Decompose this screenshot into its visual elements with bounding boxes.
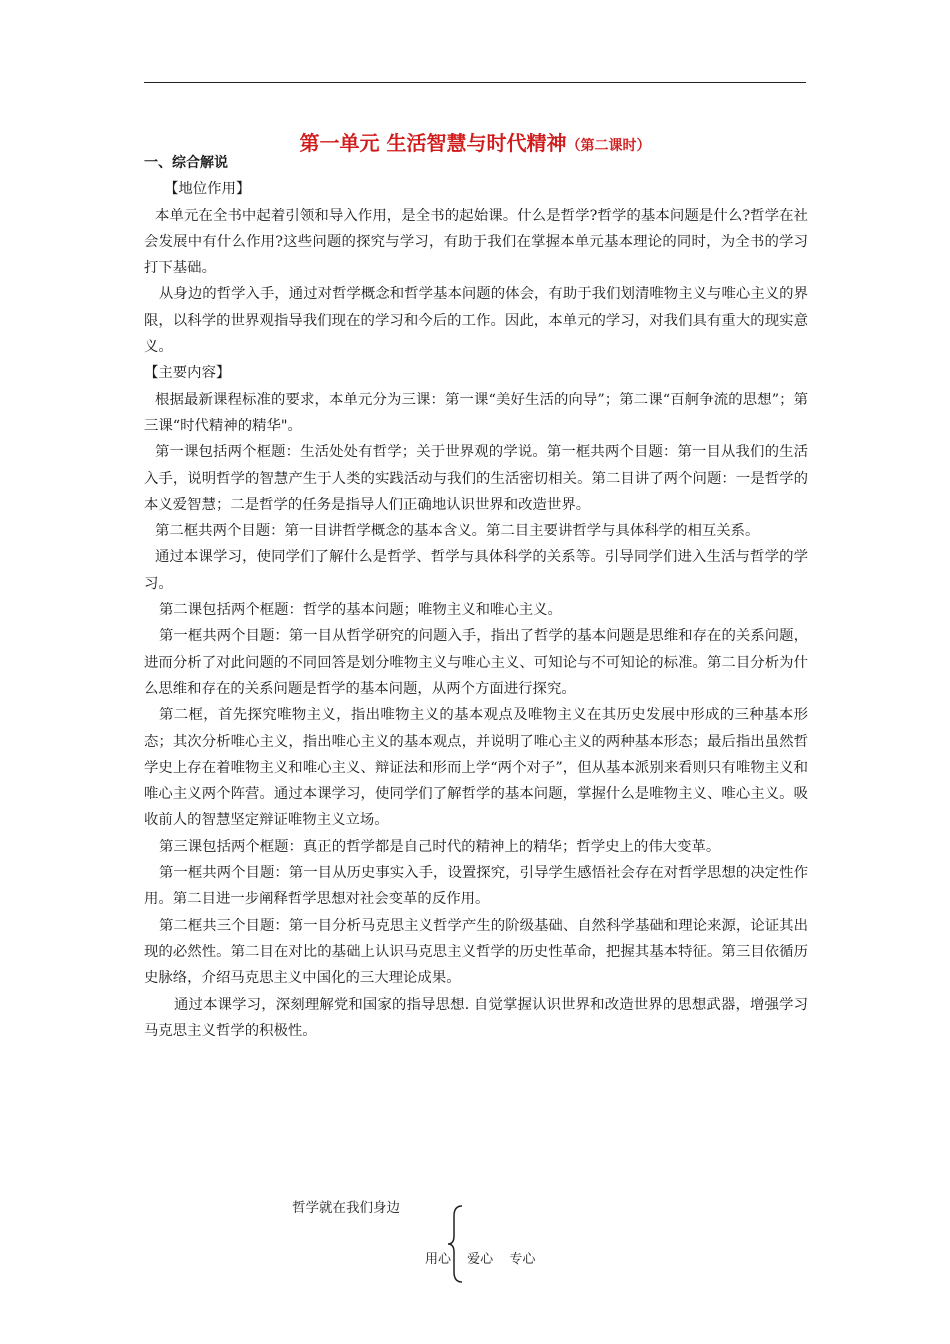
paragraph: 通过本课学习，深刻理解党和国家的指导思想. 自觉掌握认识世界和改造世界的思想武器，增强学习马克思主义哲学的积极性。	[144, 996, 808, 1039]
paragraph: 本单元在全书中起着引领和导入作用，是全书的起始课。什么是哲学?哲学的基本问题是什么?哲学在社会发展中有什么作用?这些问题的探究与学习，有助于我们在掌握本单元基本理论的同时，为全书的学习打下基础。	[144, 207, 808, 277]
paragraph: 第二框共三个目题：第一目分析马克思主义哲学产生的阶级基础、自然科学基础和理论来源，论证其出现的必然性。第二目在对比的基础上认识马克思主义哲学的历史性革命，把握其基本特征。第三目依循历史脉络，介绍马克思主义中国化的三大理论成果。	[144, 917, 808, 987]
paragraph: 从身边的哲学入手，通过对哲学概念和哲学基本问题的体会，有助于我们划清唯物主义与唯心主义的界限，以科学的世界观指导我们现在的学习和今后的工作。因此，本单元的学习，对我们具有重大的现实意义。	[144, 286, 808, 356]
section-heading: 一、综合解说	[144, 155, 228, 171]
position-heading: 【地位作用】	[164, 181, 251, 198]
paragraph: 通过本课学习，使同学们了解什么是哲学、哲学与具体科学的关系等。引导同学们进入生活与哲学的学习。	[144, 549, 808, 592]
diagram-items	[425, 1248, 543, 1267]
document-body	[144, 150, 808, 1044]
diagram-item: 用心	[425, 1252, 452, 1267]
paragraph: 第一框共两个目题：第一目从历史事实入手，设置探究，引导学生感悟社会存在对哲学思想的决定性作用。第二目进一步阐释哲学思想对社会变革的反作用。	[144, 865, 808, 908]
diagram-item: 爱心	[467, 1252, 494, 1267]
paragraph: 第三课包括两个框题：真正的哲学都是自己时代的精神上的精华；哲学史上的伟大变革。	[159, 838, 721, 855]
paragraph: 第二框共两个目题：第一目讲哲学概念的基本含义。第二目主要讲哲学与具体科学的相互关系。	[155, 523, 760, 540]
page-title-sub: （第二课时）	[566, 138, 651, 154]
paragraph: 第二课包括两个框题：哲学的基本问题；唯物主义和唯心主义。	[159, 602, 562, 619]
content-heading: 【主要内容】	[144, 365, 231, 382]
header-rule	[144, 82, 806, 83]
paragraph: 第二框，首先探究唯物主义，指出唯物主义的基本观点及唯物主义在其历史发展中形成的三种基本形态；其次分析唯心主义，指出唯心主义的基本观点，并说明了唯心主义的两种基本形态；最后指出虽然哲学史上存在着唯物主义和唯心主义、辩证法和形而上学“两个对子”，但从基本派别来看则只有唯物主义和唯心主义两个阵营。通过本课学习，使同学们了解哲学的基本问题，掌握什么是唯物主义、唯心主义。吸收前人的智慧坚定辩证唯物主义立场。	[144, 707, 808, 829]
paragraph: 第一框共两个目题：第一目从哲学研究的问题入手，指出了哲学的基本问题是思维和存在的关系问题，进而分析了对此问题的不同回答是划分唯物主义与唯心主义、可知论与不可知论的标准。第二目分析为什么思维和存在的关系问题是哲学的基本问题，从两个方面进行探究。	[144, 628, 808, 697]
page-title-main: 第一单元 生活智慧与时代精神	[299, 131, 567, 155]
paragraph: 第一课包括两个框题：生活处处有哲学；关于世界观的学说。第一框共两个目题：第一目从我们的生活入手，说明哲学的智慧产生于人类的实践活动与我们的生活密切相关。第二目讲了两个问题：一是哲学的本义爱智慧；二是哲学的任务是指导人们正确地认识世界和改造世界。	[144, 444, 808, 513]
paragraph: 根据最新课程标准的要求，本单元分为三课：第一课“美好生活的向导”；第二课“百舸争流的思想”；第三课“时代精神的精华"。	[144, 391, 808, 434]
diagram-item: 专心	[509, 1252, 536, 1267]
brace-icon	[446, 1204, 466, 1284]
diagram-main-label: 哲学就在我们身边	[292, 1200, 400, 1216]
